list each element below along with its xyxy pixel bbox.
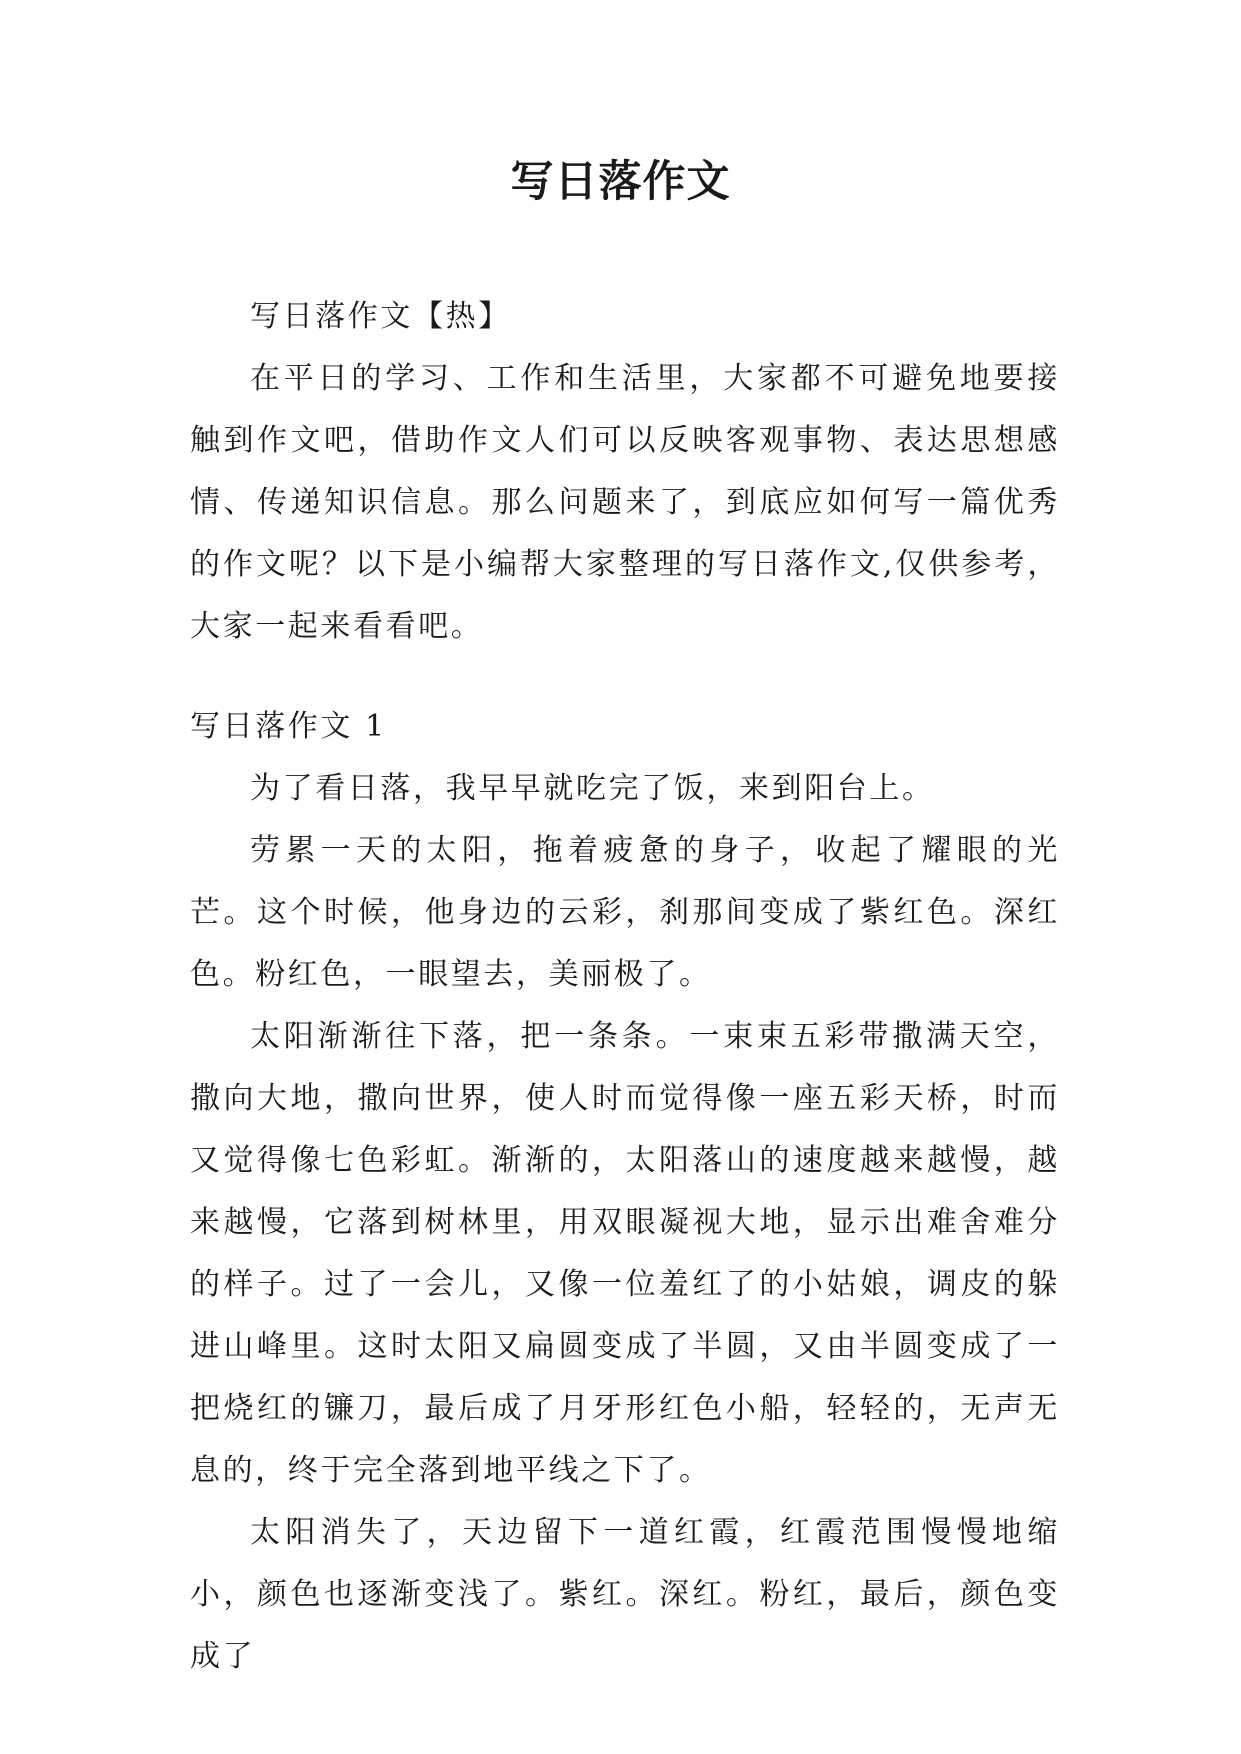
document-title: 写日落作文 bbox=[510, 157, 731, 207]
document-body bbox=[190, 286, 1060, 1688]
body-paragraph: 为了看日落，我早早就吃完了饭，来到阳台上。 bbox=[250, 771, 935, 806]
intro-heading: 写日落作文【热】 bbox=[250, 299, 511, 334]
body-paragraph: 太阳消失了，天边留下一道红霞，红霞范围慢慢地缩小，颜色也逐渐变浅了。紫红。深红。粉红，最后，颜色变成了 bbox=[190, 1515, 1060, 1674]
body-paragraph: 太阳渐渐往下落，把一条条。一束束五彩带撒满天空，撒向大地，撒向世界，使人时而觉得像一座五彩天桥，时而又觉得像七色彩虹。渐渐的，太阳落山的速度越来越慢，越来越慢，它落到树林里，用双眼凝视大地，显示出难舍难分的样子。过了一会儿，又像一位羞红了的小姑娘，调皮的躲进山峰里。这时太阳又扁圆变成了半圆，又由半圆变成了一把烧红的镰刀，最后成了月牙形红色小船，轻轻的，无声无息的，终于完全落到地平线之下了。 bbox=[190, 1019, 1060, 1488]
intro-paragraph: 在平日的学习、工作和生活里，大家都不可避免地要接触到作文吧，借助作文人们可以反映客观事物、表达思想感情、传递知识信息。那么问题来了，到底应如何写一篇优秀的作文呢？以下是小编帮大家整理的写日落作文,仅供参考，大家一起来看看吧。 bbox=[190, 361, 1060, 644]
section-heading: 写日落作文 1 bbox=[190, 709, 387, 744]
body-paragraph: 劳累一天的太阳，拖着疲惫的身子，收起了耀眼的光芒。这个时候，他身边的云彩，刹那间变成了紫红色。深红色。粉红色，一眼望去，美丽极了。 bbox=[190, 833, 1060, 992]
